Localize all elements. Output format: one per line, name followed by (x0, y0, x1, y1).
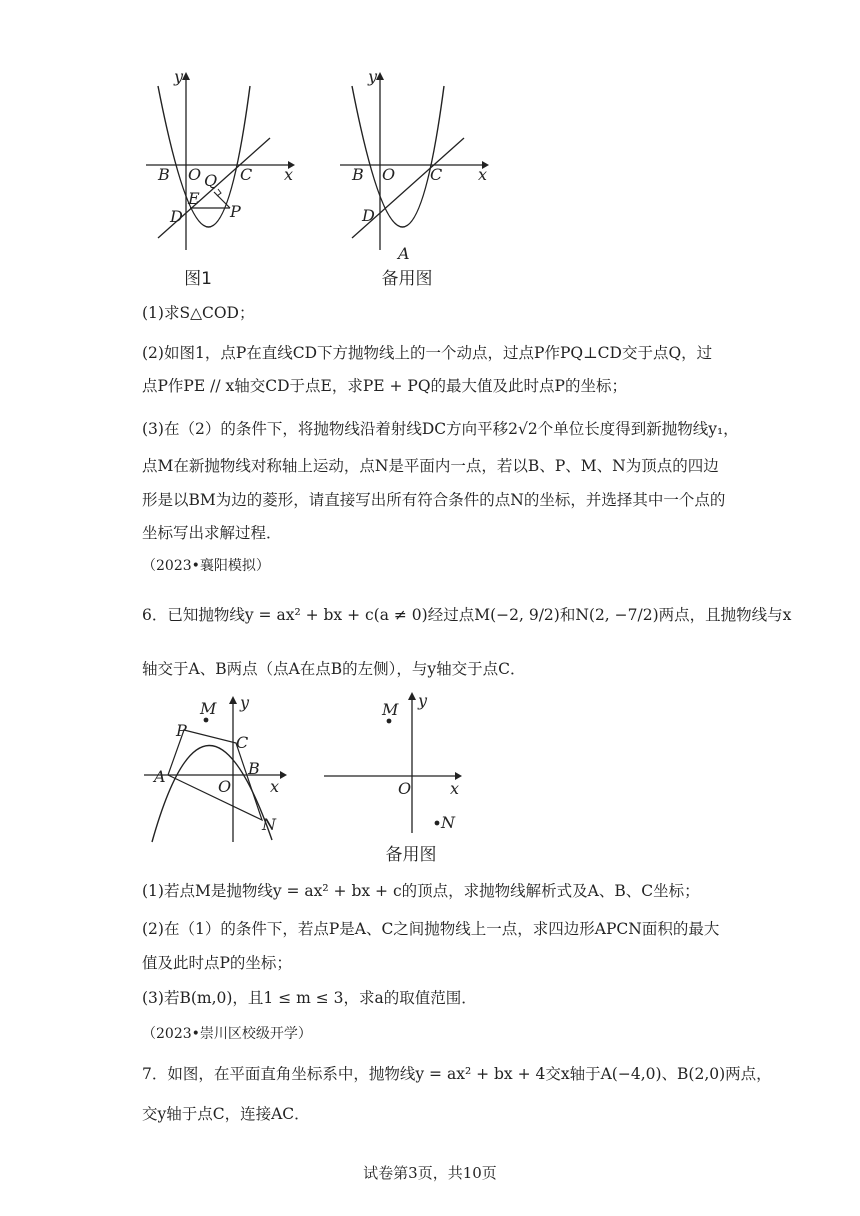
fig1-label-x: x (284, 165, 294, 184)
backup-top-label-y: y (368, 68, 378, 86)
q5-part2-line2: 点P作PE // x轴交CD于点E，求PE + PQ的最大值及此时点P的坐标； (142, 377, 627, 395)
q6-stem-line2: 轴交于A、B两点（点A在点B的左侧），与y轴交于点C． (142, 660, 526, 678)
fig1-label-b: B (158, 165, 170, 184)
backup-top-label-d: D (362, 206, 375, 225)
backup-top-label-a: A (398, 244, 410, 263)
q6-fig-label-m: M (200, 699, 217, 718)
backup-figure-top (332, 68, 492, 263)
q5-part3-line2: 点M在新抛物线对称轴上运动，点N是平面内一点，若以B、P、M、N为顶点的四边 (142, 457, 719, 475)
q7-stem-line2: 交y轴于点C，连接AC． (142, 1105, 310, 1123)
fig1-label-y: y (174, 68, 184, 86)
q6-fig-label-p: P (176, 721, 187, 740)
q6-backup-caption: 备用图 (385, 845, 437, 865)
fig1-label-e: E (188, 189, 200, 208)
figure-1 (138, 68, 298, 258)
q6-fig-label-a: A (154, 767, 166, 786)
q7-source: （2023•崇川区校级开学） (142, 1026, 312, 1042)
backup-top-label-o: O (382, 165, 396, 184)
q6-part2-line1: (2)在（1）的条件下，若点P是A、C之间抛物线上一点，求四边形APCN面积的最大 (142, 920, 720, 938)
q6-fig-label-n: N (262, 815, 276, 834)
figure-1-caption: 图1 (184, 269, 212, 289)
q6-part3: (3)若B(m,0)，且1 ≤ m ≤ 3，求a的取值范围． (142, 989, 477, 1007)
fig1-label-c: C (240, 165, 253, 184)
backup-figure-top-caption: 备用图 (381, 269, 433, 289)
q6-fig-label-o: O (218, 777, 232, 796)
q5-part3-line4: 坐标写出求解过程． (142, 524, 282, 542)
q6-backup-label-o: O (398, 779, 412, 798)
q6-fig-label-x: x (270, 777, 280, 796)
q6-backup-label-n: N (441, 813, 455, 832)
q6-stem-line1: 6．已知抛物线y = ax² + bx + c(a ≠ 0)经过点M(−2, 9/2)和N(2, −7/2)两点，且抛物线与x (142, 606, 792, 624)
q6-fig-label-y: y (240, 693, 250, 712)
fig1-label-p: P (230, 202, 241, 221)
fig1-label-d: D (170, 207, 183, 226)
q6-part2-line2: 值及此时点P的坐标； (142, 954, 292, 972)
q6-backup-figure (320, 688, 470, 838)
q5-part3-line3: 形是以BM为边的菱形，请直接写出所有符合条件的点N的坐标，并选择其中一个点的 (142, 491, 726, 509)
backup-top-label-x: x (478, 165, 488, 184)
q6-source: （2023•襄阳模拟） (142, 558, 270, 574)
q6-figure (140, 690, 300, 850)
q6-part1: (1)若点M是抛物线y = ax² + bx + c的顶点，求抛物线解析式及A、B、C坐标； (142, 882, 700, 900)
backup-top-label-c: C (430, 165, 443, 184)
backup-top-label-b: B (352, 165, 364, 184)
q6-fig-label-b: B (248, 759, 260, 778)
fig1-label-q: Q (204, 171, 218, 190)
page-footer: 试卷第3页，共10页 (363, 1164, 497, 1182)
fig1-label-o: O (188, 165, 202, 184)
q5-part1: (1)求S△COD； (142, 304, 255, 322)
q5-part3-line1: (3)在（2）的条件下，将抛物线沿着射线DC方向平移2√2个单位长度得到新抛物线y₁， (142, 420, 739, 438)
q6-fig-label-c: C (236, 733, 249, 752)
q5-part2-line1: (2)如图1，点P在直线CD下方抛物线上的一个动点，过点P作PQ⊥CD交于点Q，过 (142, 344, 713, 362)
q6-backup-label-m: M (382, 700, 399, 719)
q6-backup-label-y: y (418, 691, 428, 710)
q7-stem-line1: 7．如图，在平面直角坐标系中，抛物线y = ax² + bx + 4交x轴于A(−4,0)、B(2,0)两点， (142, 1065, 772, 1083)
q6-backup-label-x: x (450, 779, 460, 798)
